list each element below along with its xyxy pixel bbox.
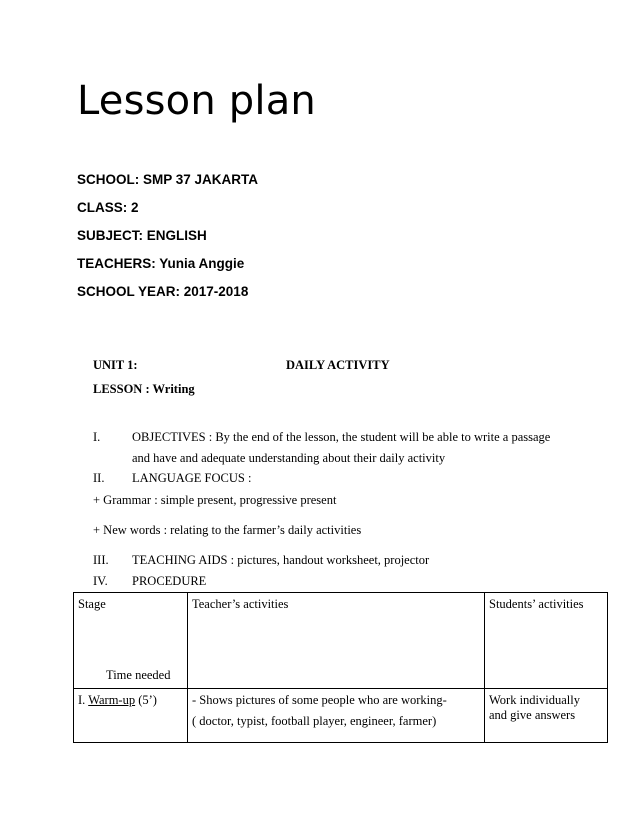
lesson-label: LESSON : Writing [93,382,195,396]
warmup-students-cell [485,689,608,743]
procedure-heading: PROCEDURE [132,574,207,588]
school-field: SCHOOL: SMP 37 JAKARTA [77,172,259,187]
stage-name: Warm-up [88,693,136,707]
grammar-line: + Grammar : simple present, progressive present [93,493,337,507]
students-activity-line-2: and give answers [489,708,576,722]
unit-name: DAILY ACTIVITY [286,358,390,372]
objectives-line-1: OBJECTIVES : By the end of the lesson, the student will be able to write a passage [132,430,551,444]
objectives-line-2: and have and adequate understanding about their daily activity [132,451,446,465]
teacher-activity-line-1: - Shows pictures of some people who are working- [192,693,447,707]
stage-header-cell [74,593,188,689]
teacher-activities-header: Teacher’s activities [192,597,289,611]
warmup-teacher-cell [188,689,485,743]
warmup-stage-cell [74,689,188,743]
section-3-number: III. [93,553,109,567]
students-activities-header: Students’ activities [489,597,584,611]
section-1-number: I. [93,430,101,444]
teacher-header-cell [188,593,485,689]
procedure-table [73,592,608,743]
stage-prefix: I. [78,693,86,707]
page-title: Lesson plan [77,78,316,124]
time-needed-header: Time needed [106,668,171,682]
section-2-number: II. [93,471,105,485]
language-focus-heading: LANGUAGE FOCUS : [132,471,252,485]
teacher-activity-line-2: ( doctor, typist, football player, engineer, farmer) [192,714,437,728]
subject-field: SUBJECT: ENGLISH [77,228,207,243]
new-words-line: + New words : relating to the farmer’s daily activities [93,523,362,537]
stage-header: Stage [78,597,106,611]
students-activity-line-1: Work individually [489,693,580,707]
table-row [74,689,608,743]
table-header-row [74,593,608,689]
section-4-number: IV. [93,574,108,588]
unit-label: UNIT 1: [93,358,138,372]
teaching-aids-line: TEACHING AIDS : pictures, handout worksheet, projector [132,553,430,567]
stage-time: (5’) [138,693,157,707]
students-header-cell [485,593,608,689]
class-field: CLASS: 2 [77,200,139,215]
teachers-field: TEACHERS: Yunia Anggie [77,256,245,271]
school-year-field: SCHOOL YEAR: 2017-2018 [77,284,249,299]
